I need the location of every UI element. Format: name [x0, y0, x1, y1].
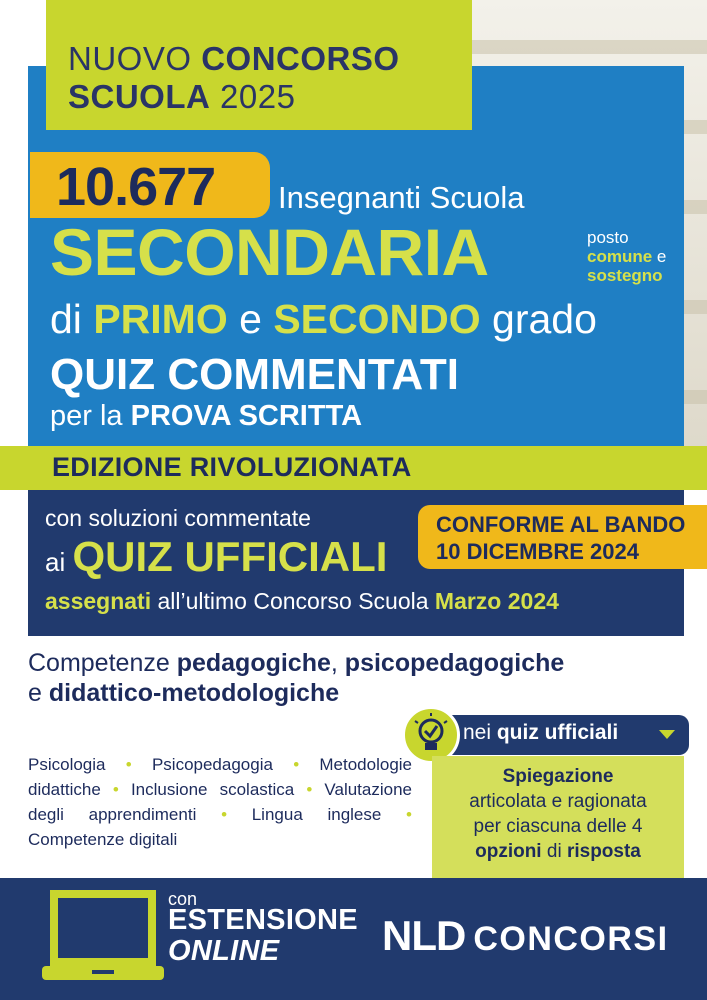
official-date: Marzo 2024 — [434, 588, 559, 614]
bullet-icon: • — [112, 780, 119, 799]
grado-di: di — [50, 296, 94, 342]
school-type: SECONDARIA — [50, 215, 489, 289]
header-nuovo: NUOVO — [68, 40, 202, 77]
chevron-down-icon — [659, 730, 675, 739]
header-concorso: CONCORSO — [201, 40, 400, 77]
header-line-1 — [68, 40, 472, 78]
spiegazione-line-3: per ciascuna delle 4 — [473, 816, 643, 837]
competenze-e: e — [28, 679, 49, 707]
official-line-1: con soluzioni commentate — [45, 505, 311, 531]
grado-line — [50, 296, 597, 343]
nei-quiz-tab — [445, 715, 689, 755]
positions-number: 10.677 — [56, 157, 216, 217]
bullet-icon: • — [406, 805, 412, 824]
spiegazione-risposta: risposta — [566, 841, 641, 862]
nei-prefix: nei — [463, 721, 497, 744]
estensione-word: ESTENSIONE — [168, 904, 358, 936]
prova-prefix: per la — [50, 400, 131, 432]
topic-item: Lingua inglese — [251, 805, 382, 824]
official-line-3 — [45, 588, 559, 615]
sostegno-word: sostegno — [587, 266, 663, 285]
topic-item: Competenze digitali — [28, 830, 178, 849]
logo-nld: NLD — [382, 912, 466, 959]
official-assegnati: assegnati — [45, 588, 152, 614]
logo-concorsi: CONCORSI — [473, 920, 669, 958]
grado-primo: PRIMO — [93, 296, 228, 342]
header-badge — [46, 0, 472, 130]
topic-item: Psicologia — [28, 755, 106, 774]
spiegazione-title: Spiegazione — [502, 766, 614, 787]
header-line-2 — [68, 78, 472, 116]
spiegazione-box — [432, 756, 684, 878]
topic-item: Valutazione degli apprendimenti — [28, 780, 413, 824]
publisher-logo — [382, 912, 669, 960]
nei-quiz-ufficiali: quiz ufficiali — [496, 721, 619, 744]
posto-word: posto — [587, 228, 629, 247]
quiz-title: QUIZ COMMENTATI — [50, 350, 459, 399]
footer-estensione — [168, 905, 358, 967]
posto-label — [587, 228, 666, 285]
grado-secondo: SECONDO — [273, 296, 481, 342]
online-word: ONLINE — [168, 935, 280, 967]
competenze-didattico: didattico-metodologiche — [48, 679, 340, 707]
comune-word: comune — [587, 247, 653, 266]
bullet-icon: • — [221, 805, 228, 824]
edition-label: EDIZIONE RIVOLUZIONATA — [52, 452, 412, 482]
subtitle: Insegnanti Scuola — [278, 180, 525, 215]
grado-word: grado — [480, 296, 597, 342]
header-year: 2025 — [210, 78, 296, 115]
competenze-prefix: Competenze — [28, 649, 177, 677]
conforme-line-1: CONFORME AL BANDO — [436, 512, 686, 537]
prova-line — [50, 400, 362, 433]
grado-e: e — [227, 296, 274, 342]
official-line-2 — [45, 533, 387, 581]
topics-list — [28, 752, 412, 852]
prova-scritta: PROVA SCRITTA — [130, 400, 363, 432]
bullet-icon: • — [125, 755, 132, 774]
topic-item: Metodologie didattiche — [28, 755, 413, 799]
competenze-psicopedagogiche: psicopedagogiche — [344, 649, 565, 677]
bullet-icon: • — [293, 755, 300, 774]
conforme-badge — [418, 505, 707, 569]
competenze-heading — [28, 648, 564, 708]
official-ai: ai — [45, 547, 73, 577]
conforme-line-2: 10 DICEMBRE 2024 — [436, 539, 639, 564]
topic-item: Psicopedagogia — [151, 755, 273, 774]
bullet-icon: • — [306, 780, 313, 799]
laptop-icon — [40, 890, 166, 988]
spiegazione-line-2: articolata e ragionata — [469, 791, 647, 812]
topic-item: Inclusione scolastica — [130, 780, 295, 799]
posto-e: e — [652, 247, 667, 266]
positions-number-badge — [30, 152, 270, 218]
spiegazione-di: di — [541, 841, 567, 862]
competenze-comma: , — [330, 649, 345, 677]
spiegazione-opzioni: opzioni — [475, 841, 542, 862]
footer-con: con — [168, 889, 198, 909]
official-quiz-ufficiali: QUIZ UFFICIALI — [72, 533, 388, 580]
header-scuola: SCUOLA — [68, 78, 211, 115]
competenze-pedagogiche: pedagogiche — [176, 649, 331, 677]
edition-band — [0, 446, 707, 490]
official-mid: all’ultimo Concorso Scuola — [151, 588, 435, 614]
